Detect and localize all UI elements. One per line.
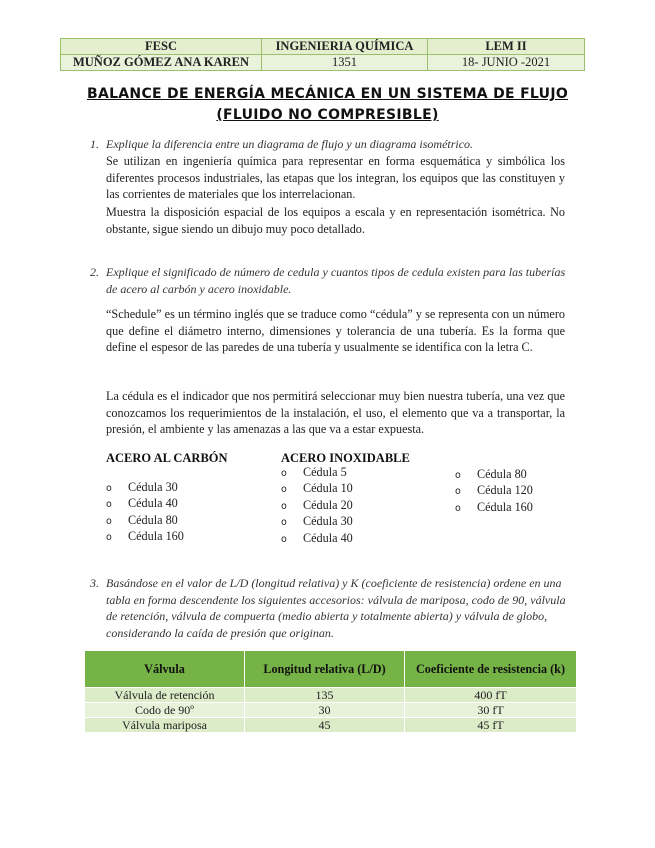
list-item: o Cédula 40 [106, 496, 184, 512]
bullet-icon: o [106, 532, 112, 544]
question-2 [92, 264, 570, 297]
question-number: 1. [90, 137, 99, 151]
table-cell: 45 [245, 718, 405, 733]
bullet-icon: o [281, 500, 287, 512]
question-text: Basándose en el valor de L/D (longitud relativa) y K (coeficiente de resistencia) ordene en una tabla en forma descendente los siguientes accesorios: válvula de mariposa, codo de 90, válvula de retención, válvula de compuerta (medio abierta y totalmente abierta) y válvula de globo, considerando la caída de presión que originan. [106, 576, 566, 640]
bullet-icon: o [281, 517, 287, 529]
bullet-icon: o [455, 470, 461, 481]
column-header-valve: Válvula [85, 651, 245, 688]
carbon-steel-heading: ACERO AL CARBÓN [106, 451, 228, 465]
header-row [61, 55, 585, 71]
question-3 [92, 575, 570, 641]
header-cell-lab: LEM II [428, 39, 585, 55]
list-item: o Cédula 120 [455, 483, 533, 499]
header-cell-school: FESC [61, 39, 262, 55]
list-item: o Cédula 30 [106, 480, 184, 496]
question-text: Explique la diferencia entre un diagrama de flujo y un diagrama isométrico. [106, 137, 474, 151]
valve-table [84, 650, 577, 733]
table-cell: 30 fT [405, 703, 577, 718]
table-cell: 30 [245, 703, 405, 718]
bullet-icon: o [106, 515, 112, 527]
table-row [85, 718, 577, 733]
header-cell-group: 1351 [262, 55, 428, 71]
list-item: o Cédula 160 [106, 529, 184, 545]
stainless-steel-heading: ACERO INOXIDABLE [281, 451, 410, 465]
list-item: o Cédula 80 [455, 467, 533, 483]
question-1 [92, 136, 570, 153]
page-title: BALANCE DE ENERGÍA MECÁNICA EN UN SISTEMA DE FLUJO [86, 86, 569, 102]
list-item: o Cédula 10 [281, 481, 353, 497]
carbon-list [106, 480, 184, 546]
bullet-icon: o [455, 486, 461, 498]
bullet-icon: o [455, 502, 461, 514]
header-row [61, 39, 585, 55]
column-header-ld: Longitud relativa (L/D) [245, 651, 405, 688]
page-subtitle: (FLUIDO NO COMPRESIBLE) [216, 107, 439, 123]
list-item: o Cédula 5 [281, 465, 353, 481]
stainless-list-b [455, 467, 533, 516]
column-header-k: Coeficiente de resistencia (k) [405, 651, 577, 688]
table-row [85, 688, 577, 703]
question-number: 3. [90, 576, 99, 590]
answer-1-paragraph-2: Muestra la disposición espacial de los equipos a escala y en representación isométrica. No obstante, sigue siendo un dibujo muy poco detallado. [106, 205, 565, 236]
list-item: o Cédula 160 [455, 500, 533, 516]
bullet-icon: o [106, 499, 112, 511]
bullet-icon: o [281, 468, 287, 479]
answer-2-paragraph-2: La cédula es el indicador que nos permitirá seleccionar muy bien nuestra tubería, una vez que conozcamos los requerimientos de la instalación, el uso, el elemento que va a transportar, la presión, el ambiente y las amenazas a las que va a estar expuesta. [106, 389, 565, 437]
header-cell-career: INGENIERIA QUÍMICA [262, 39, 428, 55]
table-cell: Codo de 90º [85, 703, 245, 718]
table-row [85, 703, 577, 718]
header-table [60, 38, 585, 71]
header-cell-date: 18- JUNIO -2021 [428, 55, 585, 71]
table-cell: 400 fT [405, 688, 577, 703]
list-item: o Cédula 40 [281, 531, 353, 547]
bullet-icon: o [106, 483, 112, 494]
table-cell: Válvula mariposa [85, 718, 245, 733]
question-number: 2. [90, 265, 99, 279]
answer-1-paragraph-1: Se utilizan en ingeniería química para representar en forma esquemática y simbólica los diferentes procesos industriales, las etapas que los integran, los equipos que las constituyen y las corrientes de materiales que los interrelacionan. [106, 154, 565, 202]
list-item: o Cédula 80 [106, 513, 184, 529]
table-cell: Válvula de retención [85, 688, 245, 703]
list-item: o Cédula 30 [281, 514, 353, 530]
table-header-row [85, 651, 577, 688]
answer-2-paragraph-1: “Schedule” es un término inglés que se traduce como “cédula” y se representa con un número que define el diámetro interno, dimensiones y tolerancia de una tubería. Es la forma que define el espesor de las paredes de una tubería y usualmente se identifica con la letra C. [106, 307, 565, 355]
table-cell: 135 [245, 688, 405, 703]
question-text: Explique el significado de número de cedula y cuantos tipos de cedula existen para las tuberías de acero al carbón y acero inoxidable. [106, 265, 566, 296]
header-cell-student: MUÑOZ GÓMEZ ANA KAREN [61, 55, 262, 71]
table-cell: 45 fT [405, 718, 577, 733]
stainless-list-a [281, 465, 353, 547]
list-item: o Cédula 20 [281, 498, 353, 514]
bullet-icon: o [281, 533, 287, 545]
bullet-icon: o [281, 484, 287, 496]
